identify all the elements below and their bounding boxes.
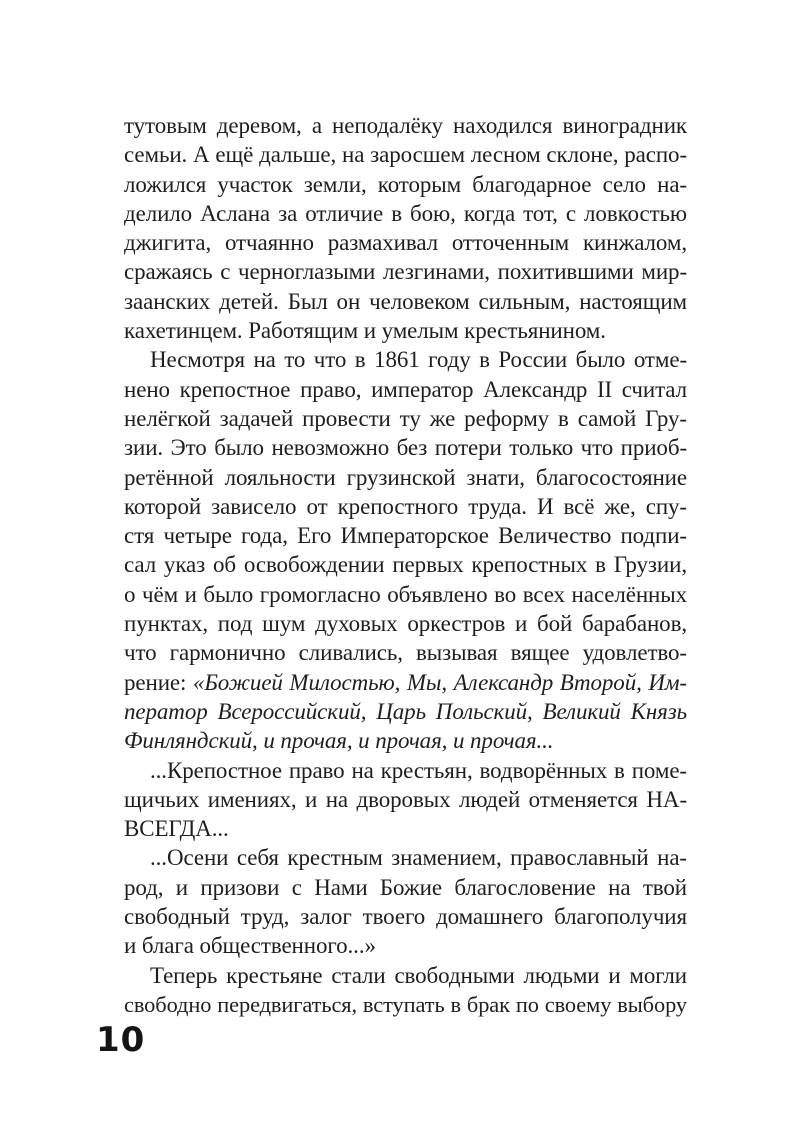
- paragraph-first-line: Несмотря на то что в 1861 году в России было отме-: [150, 347, 687, 373]
- quote-segment: «Божией Милостью, Мы, Александр Второй, Им-: [192, 669, 687, 695]
- text-line-mixed: [124, 668, 687, 697]
- body-text: [124, 111, 687, 1019]
- text-line: щичьих имениях, и на дворовых людей отменяется НА-: [124, 786, 687, 812]
- text-line: стя четыре года, Его Императорское Величество подпи-: [124, 523, 687, 549]
- page-number: 10: [96, 1020, 146, 1060]
- text-line: тутовым деревом, а неподалёку находился виноградник: [124, 113, 687, 138]
- text-line: пунктах, под шум духовых оркестров и бой барабанов,: [124, 611, 687, 637]
- text-line: свободный труд, залог твоего домашнего благополучия: [124, 904, 687, 930]
- text-line: заанских детей. Был он человеком сильным, настоящим: [124, 288, 687, 314]
- paragraph-first-line: ...Осени себя крестным знамением, православный на-: [150, 845, 687, 871]
- paragraph-first-line: Теперь крестьяне стали свободными людьми и могли: [150, 962, 687, 988]
- text-line: сал указ об освобождении первых крепостных в Грузии,: [124, 552, 687, 578]
- text-line: ложился участок земли, которым благодарное село на-: [124, 171, 687, 197]
- quote-line: Финляндский, и прочая, и прочая, и прочая...: [124, 728, 554, 754]
- text-line: джигита, отчаянно размахивал отточенным кинжалом,: [124, 230, 687, 256]
- quote-line: ператор Всероссийский, Царь Польский, Великий Князь: [124, 698, 687, 724]
- text-line: семьи. А ещё дальше, на заросшем лесном склоне, распо-: [124, 142, 687, 168]
- text-line: сражаясь с черноглазыми лезгинами, похитившими мир-: [124, 259, 687, 285]
- text-line: кахетинцем. Работящим и умелым крестьянином.: [124, 318, 606, 344]
- text-line: ретённой лояльности грузинской знати, благосостояние: [124, 464, 687, 490]
- text-line: и блага общественного...»: [124, 933, 376, 959]
- text-line: делило Аслана за отличие в бою, когда тот, с ловкостью: [124, 200, 687, 226]
- text-line: нено крепостное право, император Александр II считал: [124, 376, 687, 402]
- paragraph-first-line: ...Крепостное право на крестьян, водворённых в поме-: [150, 757, 687, 783]
- text-line: нелёгкой задачей провести ту же реформу в самой Гру-: [124, 405, 687, 431]
- text-segment: рение:: [124, 669, 193, 695]
- text-line: свободно передвигаться, вступать в брак по своему выбору: [124, 991, 687, 1017]
- text-line: что гармонично сливались, вызывая вящее удовлетво-: [124, 640, 687, 666]
- text-line: зии. Это было невозможно без потери только что приоб-: [124, 435, 687, 461]
- text-line: род, и призови с Нами Божие благословение на твой: [124, 874, 687, 900]
- text-line: ВСЕГДА...: [124, 816, 229, 842]
- text-line: о чём и было громогласно объявлено во всех населённых: [124, 581, 687, 607]
- text-line: которой зависело от крепостного труда. И всё же, спу-: [124, 493, 687, 519]
